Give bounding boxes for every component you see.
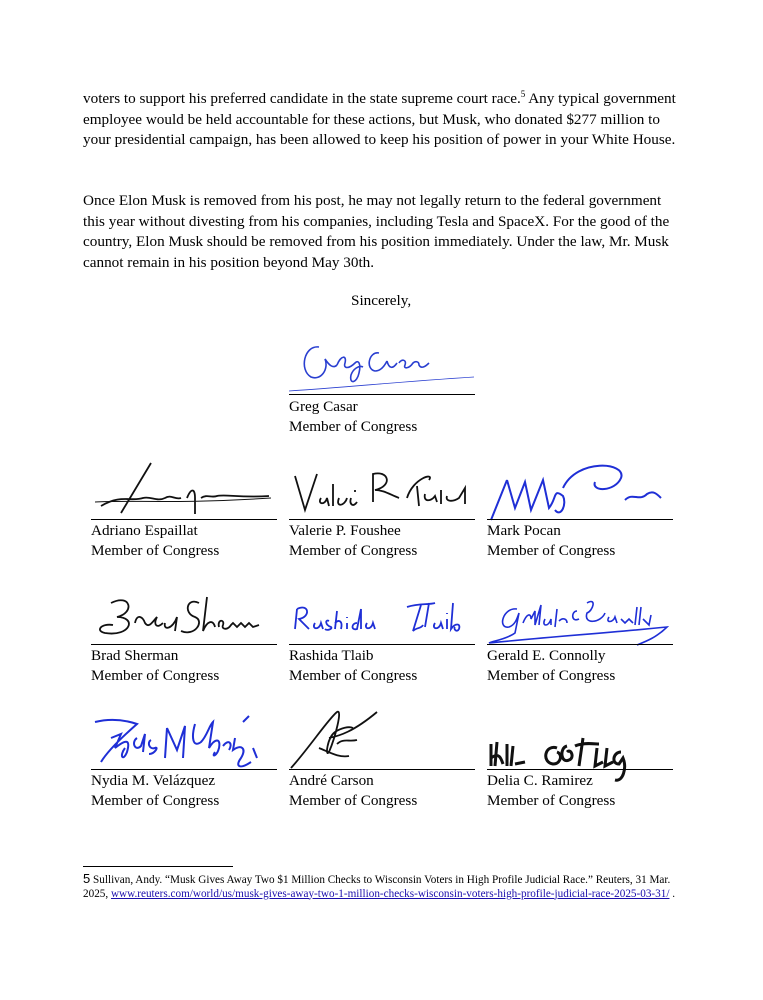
signatory-name: Adriano Espaillat [91,522,198,539]
signature-block-delia-ramirez [487,705,677,815]
signatory-title: Member of Congress [289,667,418,684]
closing-salutation: Sincerely, [351,292,412,309]
signature-rashida-tlaib [289,580,479,650]
signature-gerald-connolly [487,580,677,650]
body-paragraph-2: Once Elon Musk is removed from his post, he may not legally return to the federal government this year without divesting from his companies, including Tesla and SpaceX. For the good of the country, Elon Musk should be removed from his position immediately. Under the law, Mr. Musk cannot remain in his position beyond May 30th. [83,192,670,271]
signature-line [487,644,673,645]
signatory-name: Mark Pocan [487,522,561,539]
footnote-link[interactable]: www.reuters.com/world/us/musk-gives-away-two-1-million-checks-wisconsin-voters-high-profile-judicial-race-2025-03-31/ [110,887,670,900]
signature-line [289,519,475,520]
signature-adriano-espaillat [91,455,281,525]
signature-block-gerald-connolly [487,580,677,690]
signatory-name: André Carson [289,772,374,789]
signatory-title: Member of Congress [289,792,418,809]
footnote [83,872,683,901]
signature-line [289,644,475,645]
signature-block-valerie-foushee [289,455,479,565]
footnote-trailing: . [669,887,676,900]
body-paragraph-1 [83,89,683,151]
signature-andre-carson [289,705,479,775]
signatory-title: Member of Congress [289,542,418,559]
signatory-title: Member of Congress [91,667,220,684]
signatory-title: Member of Congress [487,792,616,809]
signatory-title: Member of Congress [91,792,220,809]
signature-block-brad-sherman [91,580,281,690]
signature-line [289,769,475,770]
signature-block-andre-carson [289,705,479,815]
signatory-title: Member of Congress [487,667,616,684]
signature-block-nydia-velazquez [91,705,281,815]
signatory-name: Rashida Tlaib [289,647,374,664]
signature-line [91,519,277,520]
signature-block-rashida-tlaib [289,580,479,690]
paragraph-1-end: Any typical government employee would be held accountable for these actions, but Musk, who donated $277 million to your presidential campaign, has been allowed to keep his position of power in your White House. [83,90,676,148]
footnote-separator [83,866,233,867]
signatory-title: Member of Congress [91,542,220,559]
signatory-name: Brad Sherman [91,647,179,664]
signature-block-mark-pocan [487,455,677,565]
footnote-number: 5 [83,871,91,886]
signature-line [487,769,673,770]
signature-line [91,769,277,770]
signature-valerie-foushee [289,455,479,525]
signature-brad-sherman [91,580,281,650]
signatory-name: Valerie P. Foushee [289,522,401,539]
signature-greg-casar [289,325,479,395]
signature-block-greg-casar [289,325,479,435]
signatory-name: Gerald E. Connolly [487,647,606,664]
signature-line [487,519,673,520]
signature-delia-ramirez [487,705,677,775]
signatory-name: Nydia M. Velázquez [91,772,216,789]
signature-line [91,644,277,645]
signature-block-adriano-espaillat [91,455,281,565]
signature-nydia-velazquez [91,705,281,775]
signatory-title: Member of Congress [289,418,418,435]
signatory-name: Greg Casar [289,398,358,415]
footnote-citation: Sullivan, Andy. “Musk Gives Away Two $1 Million Checks to Wisconsin Voters in High Profile Judicial Race.” Reuters, 31 Mar. 2025, [83,874,671,900]
signatory-name: Delia C. Ramirez [487,772,593,789]
signature-mark-pocan [487,455,677,525]
footnote-reference[interactable]: 5 [520,88,526,99]
signatory-title: Member of Congress [487,542,616,559]
signature-line [289,394,475,395]
paragraph-1-start: voters to support his preferred candidate in the state supreme court race. [83,90,521,107]
